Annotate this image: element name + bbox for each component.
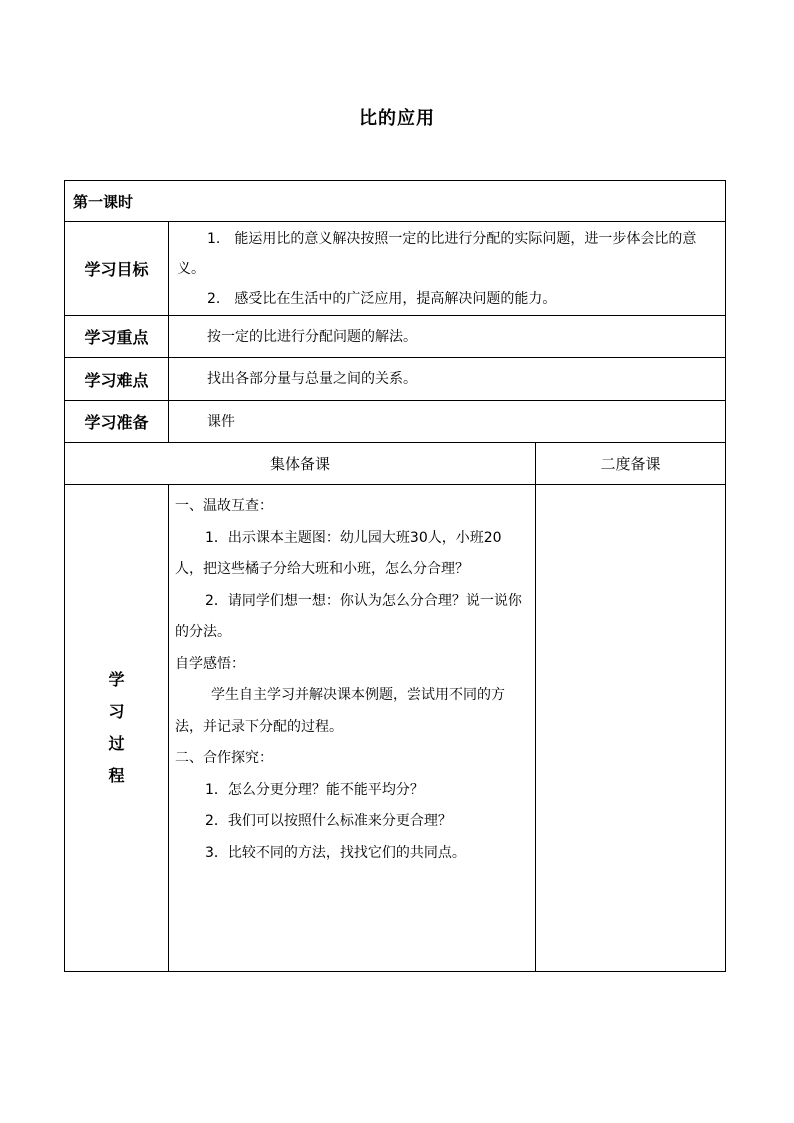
- goals-content: [169, 222, 726, 316]
- process-row: [65, 485, 726, 972]
- collective-prep-header: 集体备课: [65, 443, 536, 485]
- process-label: [65, 485, 169, 972]
- section2-item-1: 1．怎么分更分理？能不能平均分？: [205, 781, 424, 798]
- goals-label: 学习目标: [65, 222, 169, 316]
- self-study-text: 学生自主学习并解决课本例题，尝试用不同的方法，并记录下分配的过程。: [175, 687, 505, 735]
- section1-title: 一、温故互查：: [175, 498, 273, 514]
- difficulty-content: 找出各部分量与总量之间的关系。: [169, 358, 726, 401]
- section1-item-2: 2．请同学们想一想：你认为怎么分合理？说一说你的分法。: [175, 592, 522, 640]
- section2-title: 二、合作探究：: [175, 750, 273, 766]
- preparation-label: 学习准备: [65, 401, 169, 443]
- focus-label: 学习重点: [65, 316, 169, 358]
- difficulty-row: [65, 358, 726, 401]
- preparation-row: [65, 401, 726, 443]
- self-study-title: 自学感悟：: [175, 655, 245, 672]
- lesson-header: 第一课时: [65, 181, 726, 222]
- page-title: 比的应用: [359, 108, 435, 129]
- goal-item-2: 2. 感受比在生活中的广泛应用，提高解决问题的能力。: [207, 290, 557, 307]
- process-label-char-3: 过: [108, 734, 125, 753]
- second-prep-content: [536, 485, 726, 972]
- lesson-header-row: [65, 181, 726, 222]
- difficulty-label: 学习难点: [65, 358, 169, 401]
- focus-content: 按一定的比进行分配问题的解法。: [169, 316, 726, 358]
- process-label-char-1: 学: [108, 670, 125, 689]
- columns-header-row: [65, 443, 726, 485]
- section2-item-2: 2．我们可以按照什么标准来分更合理？: [205, 813, 452, 829]
- preparation-content: 课件: [169, 401, 726, 443]
- section1-item-1: 1．出示课本主题图：幼儿园大班30人，小班20人，把这些橘子分给大班和小班，怎么分合理？: [175, 529, 502, 577]
- lesson-plan-table: [64, 180, 726, 972]
- second-prep-header: 二度备课: [536, 443, 726, 485]
- process-label-char-4: 程: [108, 766, 125, 785]
- collective-prep-content: [169, 485, 536, 972]
- goal-item-1: 1. 能运用比的意义解决按照一定的比进行分配的实际问题，进一步体会比的意义。: [177, 230, 697, 277]
- process-label-char-2: 习: [108, 702, 125, 721]
- section2-item-3: 3．比较不同的方法，找找它们的共同点。: [205, 844, 466, 861]
- focus-row: [65, 316, 726, 358]
- goals-row: [65, 222, 726, 316]
